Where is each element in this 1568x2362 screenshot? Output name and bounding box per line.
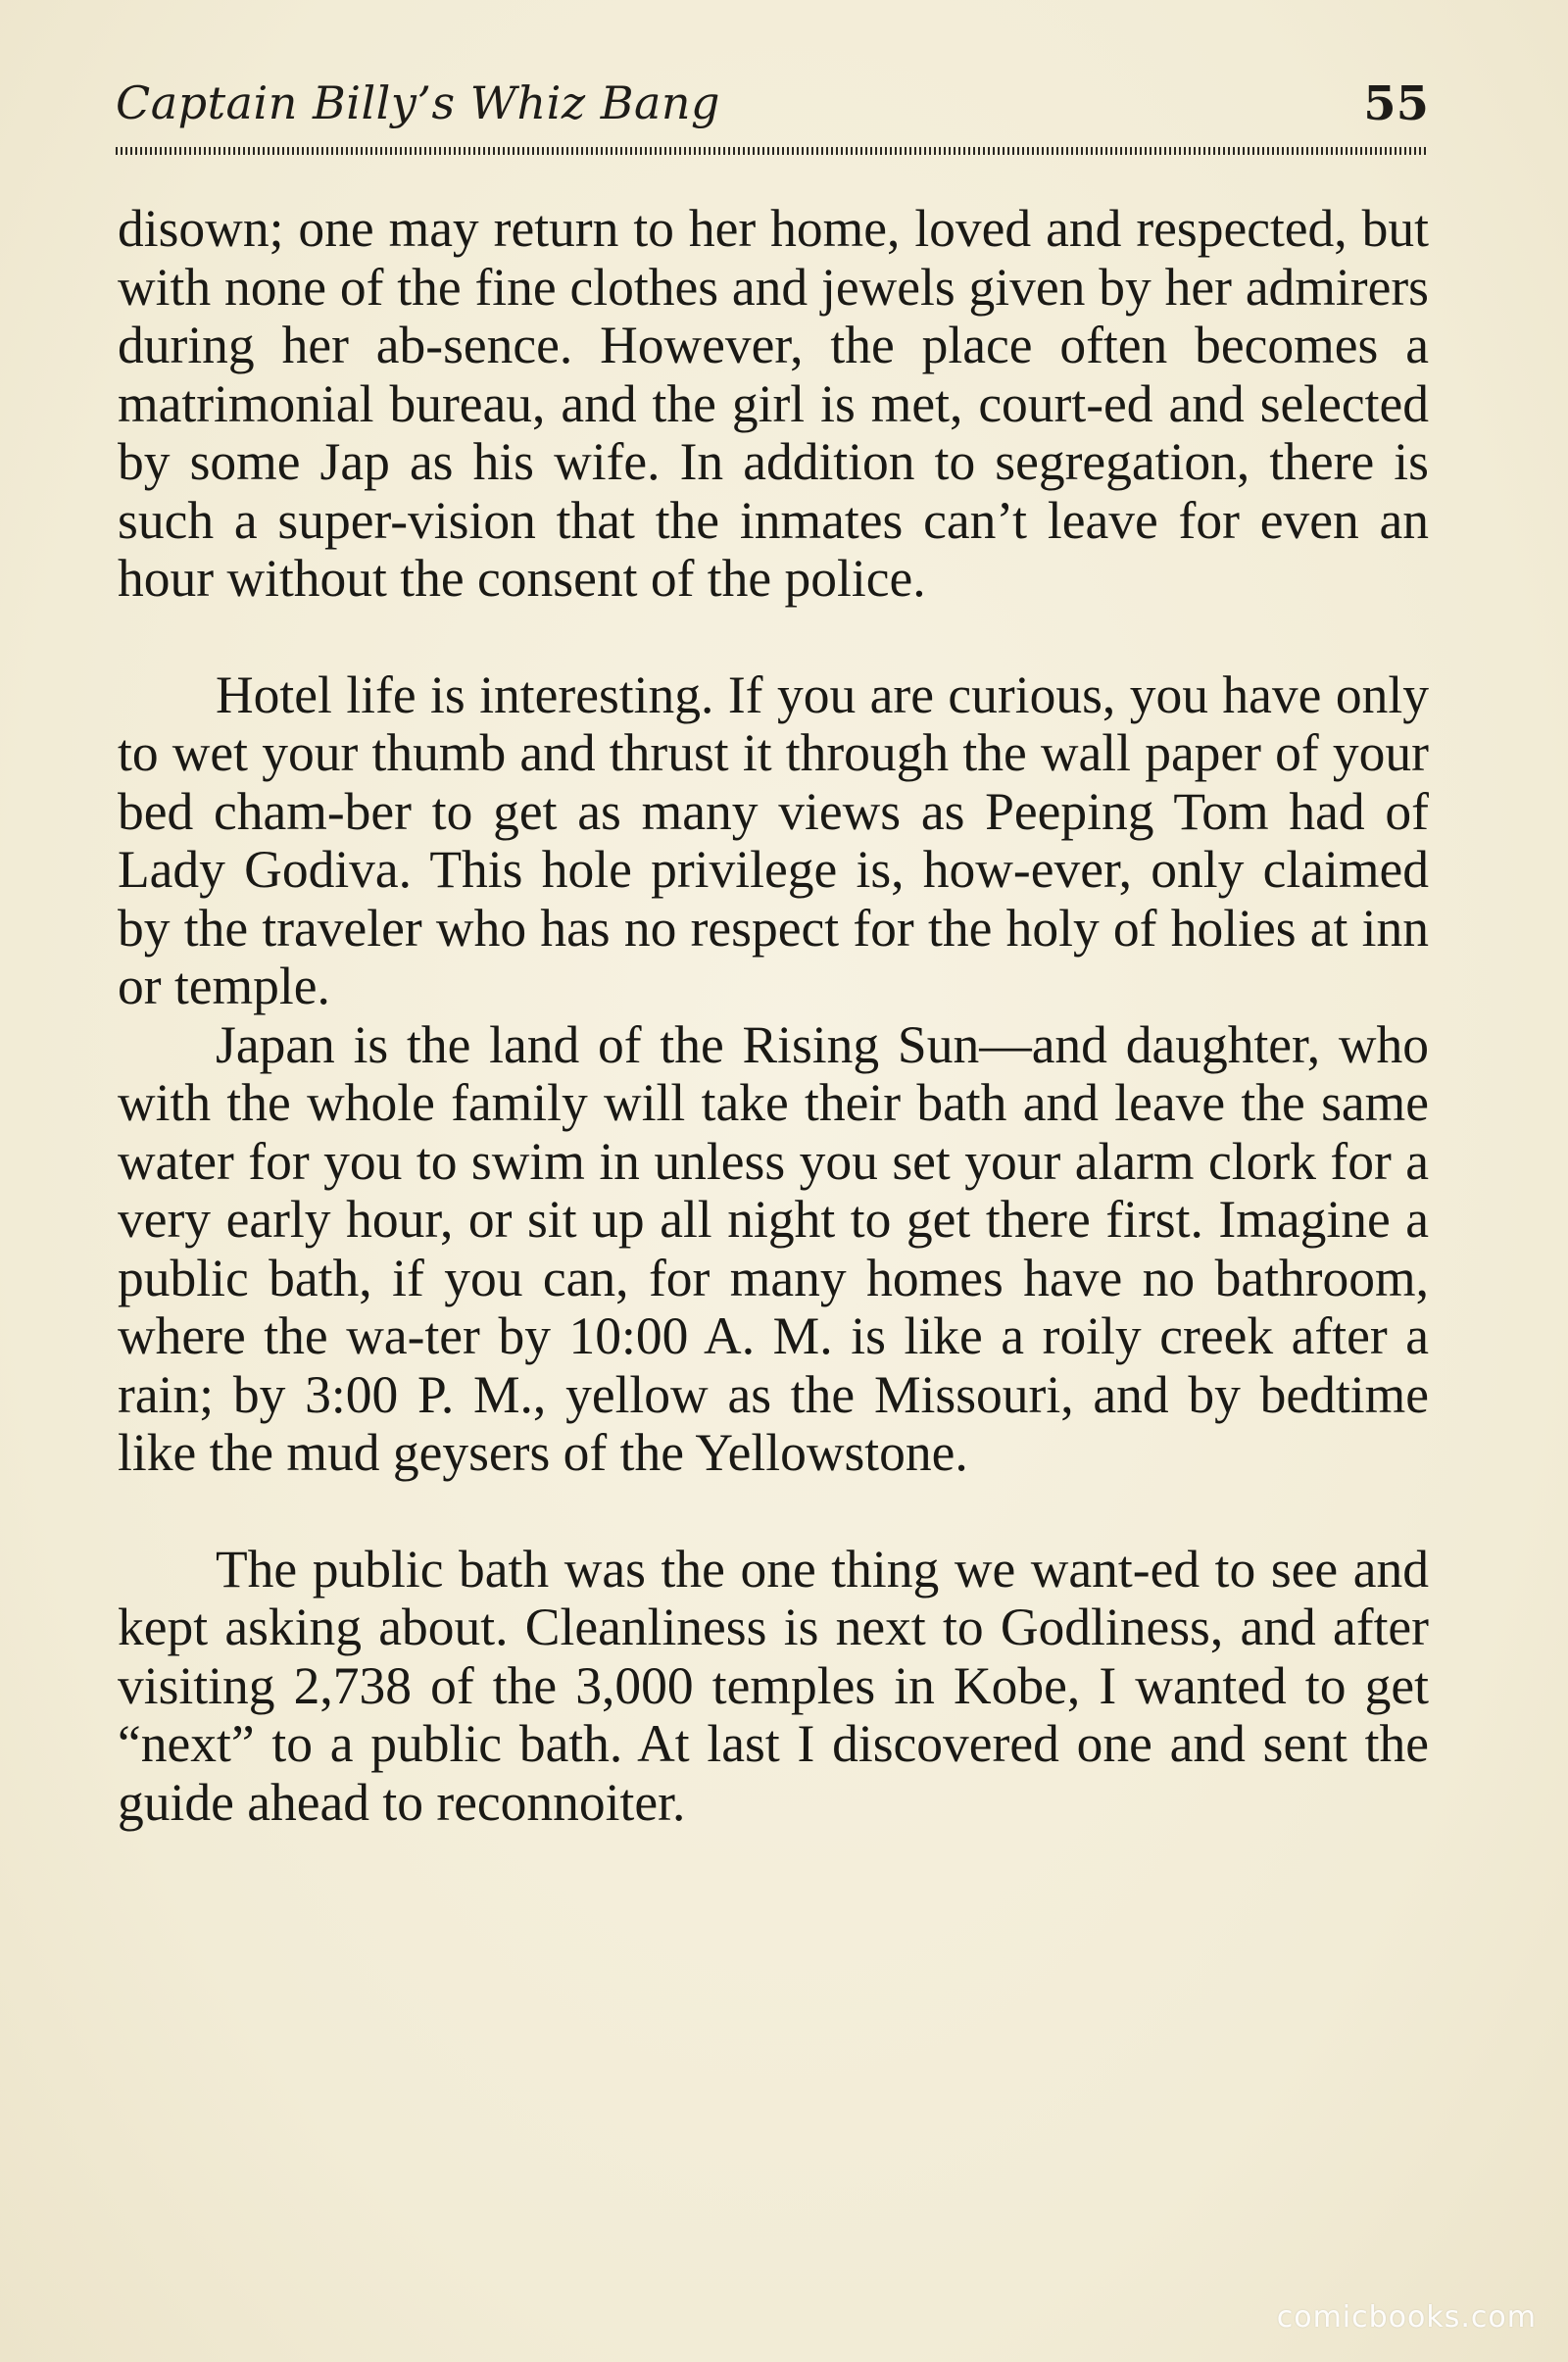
paragraph-4: The public bath was the one thing we want-ed to see and kept asking about. Cleanliness is next to Godliness, and after visiting 2,738 of the 3,000 temples in Kobe, I wanted to get “next” to a public bath. At last I discovered one and sent the guide ahead to reconnoiter. [118,1539,1429,1832]
site-watermark: comicbooks.com [1276,2300,1537,2335]
page-number: 55 [1363,76,1429,131]
paragraph-2: Hotel life is interesting. If you are curious, you have only to wet your thumb and thrust it through the wall paper of your bed cham-ber to get as many views as Peeping Tom had of Lady Godiva. This hole privilege is, how-ever, only claimed by the traveler who has no respect for the holy of holies at inn or temple. [118,664,1429,1015]
page-header [116,76,1429,145]
body-text [118,200,1429,1832]
running-title: Captain Billy’s Whiz Bang [116,76,720,129]
paragraph-1: disown; one may return to her home, loved and respected, but with none of the fine clothes and jewels given by her admirers during her ab-sence. However, the place often becomes a matrimonial bureau, and the girl is met, court-ed and selected by some Jap as his wife. In addition to segregation, there is such a super-vision that the inmates can’t leave for even an hour without the consent of the police. [118,199,1429,608]
header-rule [116,147,1429,155]
paragraph-3: Japan is the land of the Rising Sun—and daughter, who with the whole family will take their bath and leave the same water for you to swim in unless you set your alarm clork for a very early hour, or sit up all night to get there first. Imagine a public bath, if you can, for many homes have no bathroom, where the wa-ter by 10:00 A. M. is like a roily creek after a rain; by 3:00 P. M., yellow as the Missouri, and by bedtime like the mud geysers of the Yellowstone. [118,1014,1429,1482]
